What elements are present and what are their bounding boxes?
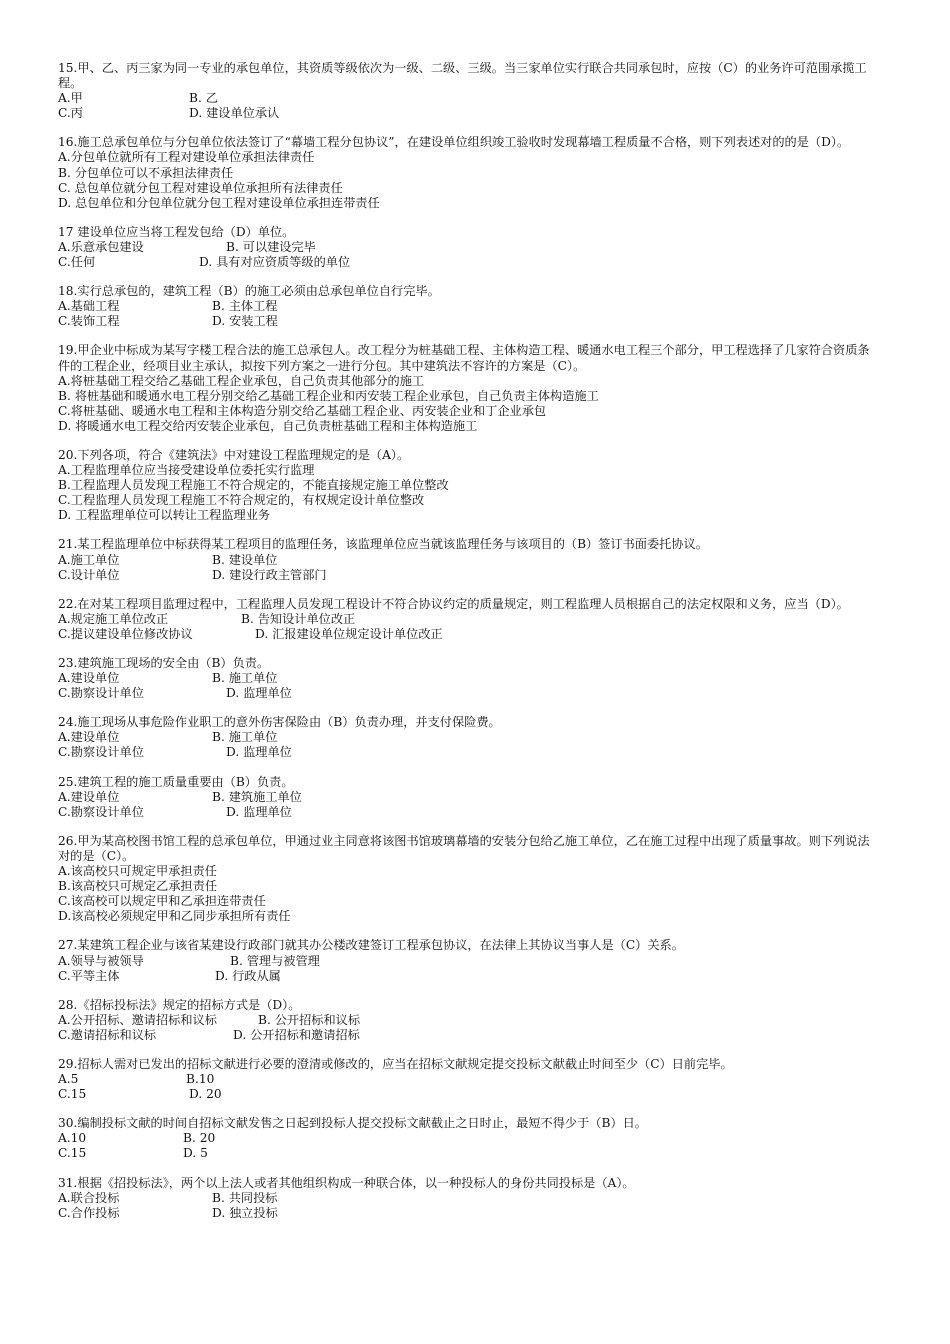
answer-option-row — [58, 686, 878, 701]
answer-option-row — [58, 805, 878, 820]
answer-option-row — [58, 1087, 878, 1102]
question-block — [58, 656, 878, 701]
answer-option: D. 独立投标 — [212, 1205, 278, 1220]
question-block — [58, 284, 878, 329]
question-stem: 17 建设单位应当将工程发包给（D）单位。 — [58, 224, 295, 239]
answer-option: B. 主体工程 — [212, 299, 278, 314]
answer-option-row — [58, 1072, 878, 1087]
question-block — [58, 938, 878, 983]
answer-option: B. 建筑施工单位 — [212, 789, 302, 804]
question-block — [58, 1176, 878, 1221]
answer-option: C.平等主体 — [58, 968, 120, 983]
question-stem: 31.根据《招投标法》，两个以上法人或者其他组织构成一种联合体，以一种投标人的身份共同投标是（A）。 — [58, 1175, 635, 1190]
answer-option-row — [58, 106, 878, 121]
answer-option: C.邀请招标和议标 — [58, 1027, 157, 1042]
answer-option-row — [58, 91, 878, 106]
answer-option: C.装饰工程 — [58, 314, 120, 329]
answer-option: D. 汇报建设单位规定设计单位改正 — [255, 626, 443, 641]
answer-option: D. 监理单位 — [226, 804, 292, 819]
answer-option: C.合作投标 — [58, 1205, 120, 1220]
answer-option: A.工程监理单位应当接受建设单位委托实行监理 — [58, 463, 315, 478]
answer-option: C.勘察设计单位 — [58, 686, 144, 701]
answer-option: C. 总包单位就分包工程对建设单位承担所有法律责任 — [58, 180, 343, 195]
question-stem: 15.甲、乙、丙三家为同一专业的承包单位，其资质等级依次为一级、二级、三级。当三家单位实行联合共同承包时，应按（C）的业务许可范围承揽工程。 — [58, 61, 867, 91]
answer-option: A.领导与被领导 — [58, 953, 144, 968]
answer-option: B. 告知设计单位改正 — [241, 611, 356, 626]
answer-option: B. 乙 — [189, 91, 218, 106]
question-block — [58, 343, 878, 434]
answer-option: B.10 — [186, 1072, 215, 1087]
question-stem: 23.建筑施工现场的安全由（B）负责。 — [58, 656, 270, 670]
answer-option: A.乐意承包建设 — [58, 239, 144, 254]
question-block — [58, 1116, 878, 1161]
answer-option: A.施工单位 — [58, 552, 120, 567]
answer-option: D.该高校必须规定甲和乙同步承担所有责任 — [58, 909, 291, 924]
question-block — [58, 715, 878, 760]
answer-option: A.将桩基础工程交给乙基础工程企业承包，自己负责其他部分的施工 — [58, 373, 425, 388]
answer-option: D. 安装工程 — [212, 314, 278, 329]
answer-option: B.工程监理人员发现工程施工不符合规定的，不能直接规定施工单位整改 — [58, 478, 449, 493]
answer-option: B. 20 — [183, 1131, 216, 1146]
answer-option: B. 分包单位可以不承担法律责任 — [58, 165, 234, 180]
answer-option: D. 公开招标和邀请招标 — [233, 1027, 360, 1042]
answer-option-row — [58, 255, 878, 270]
answer-option: C.设计单位 — [58, 567, 120, 582]
question-stem: 25.建筑工程的施工质量重要由（B）负责。 — [58, 774, 294, 789]
answer-option: A.分包单位就所有工程对建设单位承担法律责任 — [58, 150, 315, 165]
answer-option: B. 施工单位 — [212, 671, 278, 686]
answer-option: D. 监理单位 — [226, 745, 292, 760]
answer-option: B. 公开招标和议标 — [258, 1012, 361, 1027]
answer-option-row — [58, 1028, 878, 1043]
question-block — [58, 597, 878, 642]
answer-option: C.勘察设计单位 — [58, 804, 144, 819]
answer-option-row — [58, 553, 878, 568]
answer-option: D. 工程监理单位可以转让工程监理业务 — [58, 508, 271, 523]
question-block — [58, 1057, 878, 1102]
question-block — [58, 225, 878, 270]
answer-option: C.任何 — [58, 255, 96, 270]
answer-option: D. 监理单位 — [226, 686, 292, 701]
answer-option: C.该高校可以规定甲和乙承担连带责任 — [58, 894, 266, 909]
answer-option: A.建设单位 — [58, 789, 120, 804]
question-stem: 22.在对某工程项目监理过程中，工程监理人员发现工程设计不符合协议约定的质量规定，则工程监理人员根据自己的法定权限和义务，应当（D）。 — [58, 596, 849, 611]
question-stem: 30.编制投标文献的时间自招标文献发售之日起到投标人提交投标文献截止之日时止，最短不得少于（B）日。 — [58, 1116, 647, 1131]
answer-option: B. 将桩基础和暖通水电工程分别交给乙基础工程企业和丙安装工程企业承包，自己负责主体构造施工 — [58, 388, 599, 403]
answer-option: D. 总包单位和分包单位就分包工程对建设单位承担连带责任 — [58, 195, 380, 210]
question-stem: 19.甲企业中标成为某写字楼工程合法的施工总承包人。改工程分为桩基础工程、主体构造工程、暖通水电工程三个部分，甲工程选择了几家符合资质条件的工程企业，经项目业主承认，拟按下列方案之一进行分包。其中建筑法不容许的方案是（C）。 — [58, 343, 870, 373]
question-block — [58, 775, 878, 820]
answer-option: A.10 — [58, 1131, 87, 1146]
answer-option: C.丙 — [58, 106, 83, 121]
answer-option: B. 可以建设完毕 — [226, 239, 316, 254]
answer-option-row — [58, 969, 878, 984]
answer-option: A.甲 — [58, 91, 83, 106]
question-stem: 27.某建筑工程企业与该省某建设行政部门就其办公楼改建签订工程承包协议，在法律上其协议当事人是（C）关系。 — [58, 938, 684, 953]
answer-option: D. 建设行政主管部门 — [212, 567, 327, 582]
answer-option: C.提议建设单位修改协议 — [58, 626, 193, 641]
answer-option-row — [58, 671, 878, 686]
answer-option: B. 共同投标 — [212, 1190, 278, 1205]
answer-option: D. 20 — [189, 1087, 222, 1102]
question-block — [58, 537, 878, 582]
answer-option: A.基础工程 — [58, 299, 120, 314]
answer-option-row — [58, 568, 878, 583]
answer-option: A.联合投标 — [58, 1190, 120, 1205]
answer-option: C.将桩基础、暖通水电工程和主体构造分别交给乙基础工程企业、丙安装企业和丁企业承包 — [58, 403, 547, 418]
answer-option: D. 建设单位承认 — [189, 106, 280, 121]
answer-option: D. 将暖通水电工程交给丙安装企业承包，自己负责桩基础工程和主体构造施工 — [58, 418, 478, 433]
question-stem: 26.甲为某高校图书馆工程的总承包单位，甲通过业主同意将该图书馆玻璃幕墙的安装分包给乙施工单位，乙在施工过程中出现了质量事故。则下列说法对的是（C）。 — [58, 833, 870, 863]
question-block — [58, 135, 878, 210]
answer-option: A.5 — [58, 1072, 79, 1087]
answer-option: A.建设单位 — [58, 671, 120, 686]
answer-option-row — [58, 1206, 878, 1221]
answer-option: B. 施工单位 — [212, 730, 278, 745]
question-stem: 29.招标人需对已发出的招标文献进行必要的澄清或修改的，应当在招标文献规定提交投标文献截止时间至少（C）日前完毕。 — [58, 1056, 733, 1071]
question-block — [58, 998, 878, 1043]
answer-option: A.建设单位 — [58, 730, 120, 745]
answer-option: B.该高校只可规定乙承担责任 — [58, 879, 218, 894]
answer-option-row — [58, 954, 878, 969]
answer-option-row — [58, 627, 878, 642]
answer-option: A.规定施工单位改正 — [58, 611, 169, 626]
question-block — [58, 834, 878, 925]
question-stem: 21.某工程监理单位中标获得某工程项目的监理任务，该监理单位应当就该监理任务与该项目的（B）签订书面委托协议。 — [58, 537, 708, 552]
question-stem: 16.施工总承包单位与分包单位依法签订了“幕墙工程分包协议”，在建设单位组织竣工验收时发现幕墙工程质量不合格，则下列表述对的的是（D）。 — [58, 135, 850, 150]
question-stem: 24.施工现场从事危险作业职工的意外伤害保险由（B）负责办理，并支付保险费。 — [58, 715, 501, 730]
answer-option: D. 5 — [183, 1146, 208, 1161]
answer-option-row — [58, 1191, 878, 1206]
answer-option-row — [58, 1146, 878, 1161]
answer-option: A.公开招标、邀请招标和议标 — [58, 1012, 217, 1027]
answer-option: D. 行政从属 — [215, 968, 281, 983]
answer-option-row — [58, 745, 878, 760]
answer-option-row — [58, 240, 878, 255]
answer-option: C.15 — [58, 1146, 87, 1161]
question-block — [58, 61, 878, 121]
question-stem: 28.《招标投标法》规定的招标方式是（D）。 — [58, 997, 301, 1012]
answer-option: C.工程监理人员发现工程施工不符合规定的，有权规定设计单位整改 — [58, 493, 425, 508]
answer-option: B. 管理与被管理 — [230, 953, 320, 968]
answer-option-row — [58, 1131, 878, 1146]
answer-option-row — [58, 1013, 878, 1028]
answer-option: A.该高校只可规定甲承担责任 — [58, 864, 217, 879]
answer-option-row — [58, 730, 878, 745]
answer-option: D. 具有对应资质等级的单位 — [199, 255, 351, 270]
answer-option: C.15 — [58, 1087, 87, 1102]
answer-option: B. 建设单位 — [212, 552, 278, 567]
question-block — [58, 448, 878, 523]
answer-option-row — [58, 299, 878, 314]
question-stem: 20.下列各项，符合《建筑法》中对建设工程监理规定的是（A）。 — [58, 447, 410, 462]
answer-option-row — [58, 790, 878, 805]
answer-option: C.勘察设计单位 — [58, 745, 144, 760]
answer-option-row — [58, 612, 878, 627]
question-stem: 18.实行总承包的，建筑工程（B）的施工必须由总承包单位自行完毕。 — [58, 284, 440, 299]
answer-option-row — [58, 314, 878, 329]
